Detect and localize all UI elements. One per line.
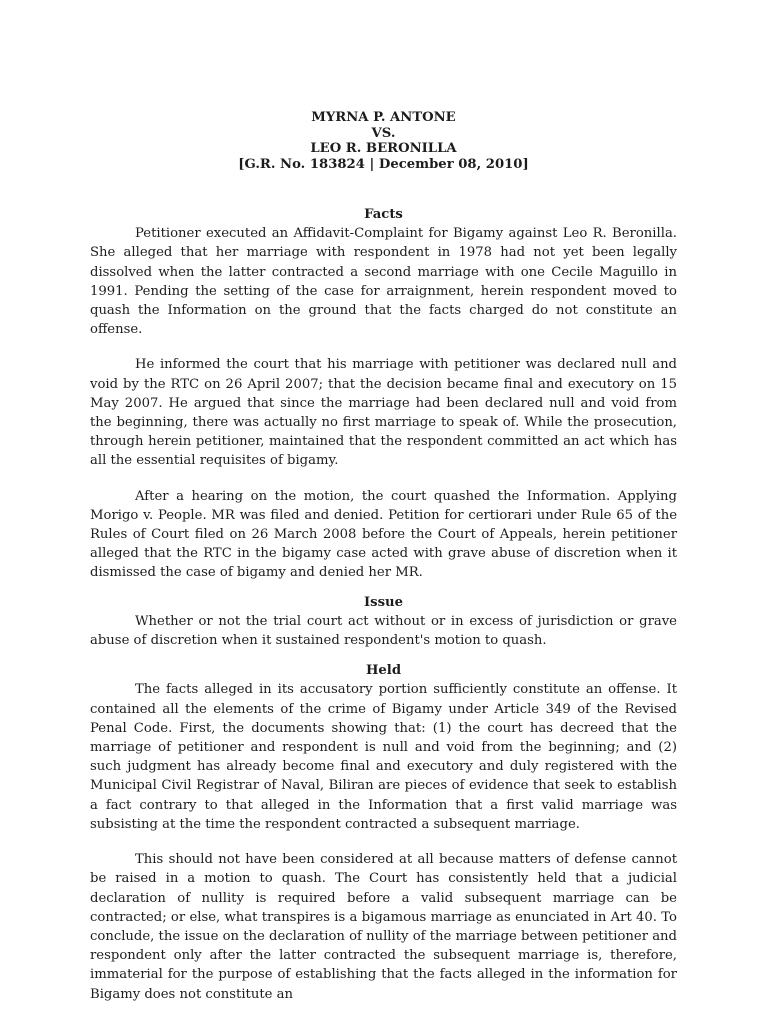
issue-paragraph: Whether or not the trial court act without or in excess of jurisdiction or grave abuse of discretion when it sustained respondent's motion to quash. bbox=[90, 613, 677, 649]
facts-paragraph-1: Petitioner executed an Affidavit-Complaint for Bigamy against Leo R. Beronilla. She alleged that her marriage with respondent in 1978 had not yet been legally dissolved when the latter contracted a second marriage with one Cecile Maguillo in 1991. Pending the setting of the case for arraignment, herein respondent moved to quash the Information on the ground that the facts charged do not constitute an offense. bbox=[90, 226, 677, 338]
issue-heading: Issue bbox=[364, 594, 403, 610]
held-paragraph-2: This should not have been considered at all because matters of defense cannot be raised in a motion to quash. The Court has consistently held that a judicial declaration of nullity is required before a valid subsequent marriage can be contracted; or else, what transpires is a bigamous marriage as enunciated in Art 40. To conclude, the issue on the declaration of nullity of the marriage between petitioner and respondent only after the latter contracted the subsequent marriage is, therefore, immaterial for the purpose of establishing that the facts alleged in the information for Bigamy does not constitute an bbox=[90, 852, 677, 1002]
case-caption bbox=[90, 110, 677, 172]
held-paragraph-1: The facts alleged in its accusatory portion sufficiently constitute an offense. It contained all the elements of the crime of Bigamy under Article 349 of the Revised Penal Code. First, the documents showing that: (1) the court has decreed that the marriage of petitioner and respondent is null and void from the beginning; and (2) such judgment has already become final and executory and duly registered with the Municipal Civil Registrar of Naval, Biliran are pieces of evidence that seek to establish a fact contrary to that alleged in the Information that a first valid marriage was subsisting at the time the respondent contracted a subsequent marriage. bbox=[90, 682, 677, 832]
versus-label: VS. bbox=[371, 125, 396, 141]
facts-heading: Facts bbox=[364, 207, 403, 222]
case-citation: [G.R. No. 183824 | December 08, 2010] bbox=[238, 156, 529, 172]
facts-paragraph-3: After a hearing on the motion, the court quashed the Information. Applying Morigo v. People. MR was filed and denied. Petition for certiorari under Rule 65 of the Rules of Court filed on 26 March 2008 before the Court of Appeals, herein petitioner alleged that the RTC in the bigamy case acted with grave abuse of discretion when it dismissed the case of bigamy and denied her MR. bbox=[90, 488, 677, 581]
petitioner-name: MYRNA P. ANTONE bbox=[311, 110, 456, 125]
facts-paragraph-2: He informed the court that his marriage with petitioner was declared null and void by the RTC on 26 April 2007; that the decision became final and executory on 15 May 2007. He argued that since the marriage had been declared null and void from the beginning, there was actually no first marriage to speak of. While the prosecution, through herein petitioner, maintained that the respondent committed an act which has all the essential requisites of bigamy. bbox=[90, 357, 677, 469]
respondent-name: LEO R. BERONILLA bbox=[310, 141, 457, 156]
held-heading: Held bbox=[365, 663, 402, 679]
case-digest-page bbox=[90, 110, 677, 1004]
